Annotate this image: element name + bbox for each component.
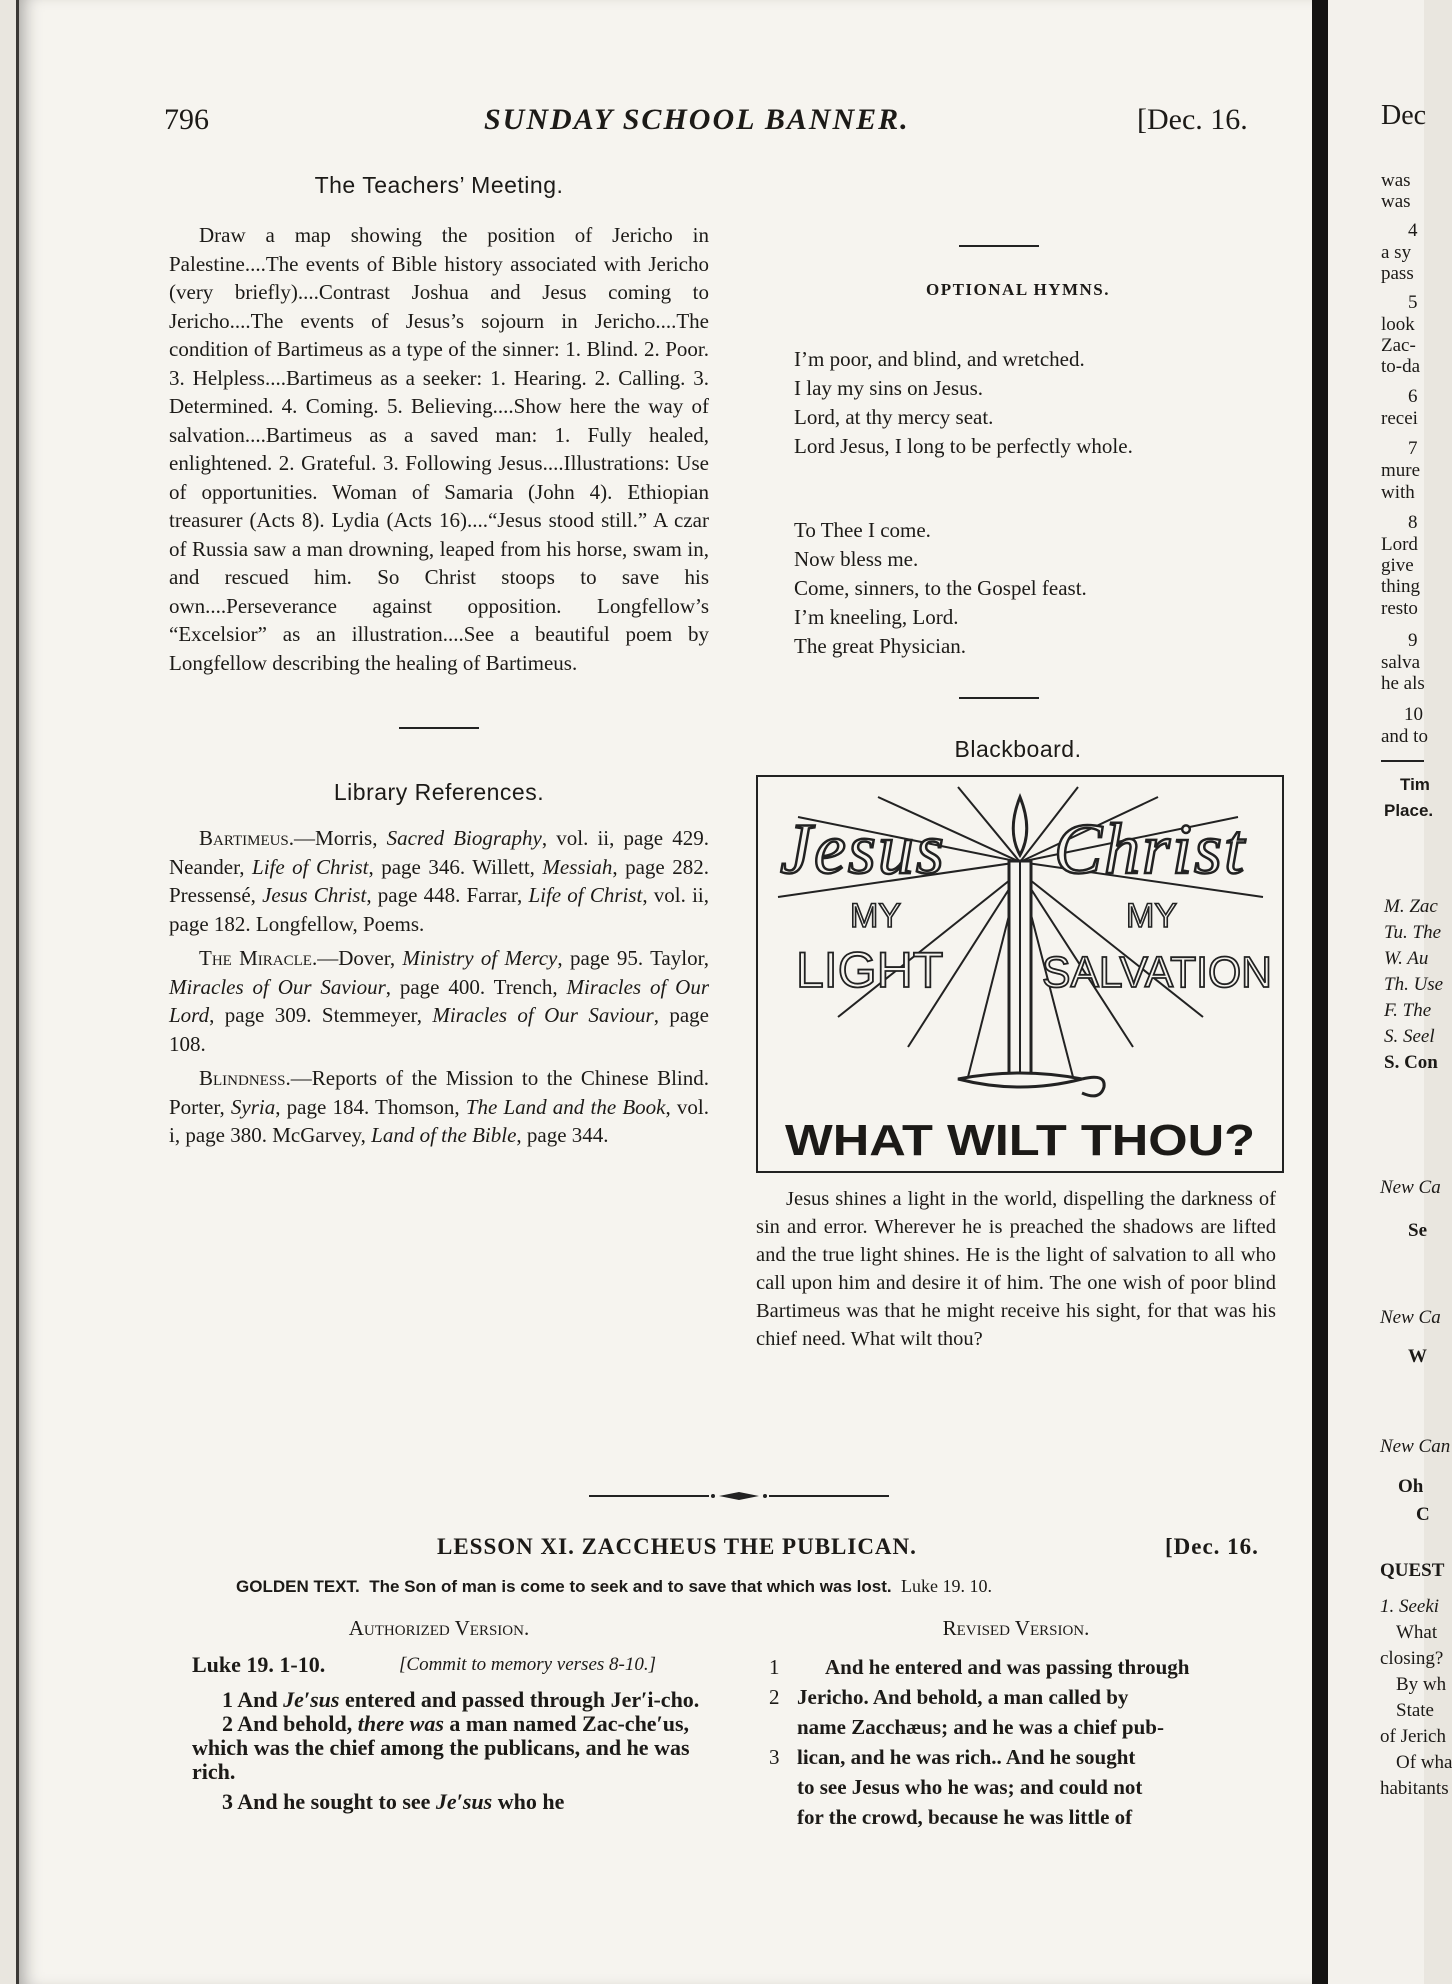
ref-blindness: Blindness.—Reports of the Mission to the Chinese Blind. Porter, Syria, page 184. Thomson, The Land and the Book, vol. i, page 380. McGarvey, Land of the Bible, page 344. — [169, 1066, 709, 1147]
np-line: mure — [1381, 460, 1421, 481]
drawing-my-right: MY — [1126, 897, 1177, 935]
hymn-item: The great Physician. — [794, 634, 967, 658]
teachers-meeting-text: Draw a map showing the position of Jericho in Palestine....The events of Bible history associated with Jericho (very briefly)....Contrast Joshua and Jesus coming to Jericho....The events of Jesus’s sojourn in Jericho....The condition of Bartimeus as a type of the sinner: 1. Blind. 2. Poor. 3. Helpless....Bartimeus as a seeker: 1. Hearing. 2. Calling. 3. Determined. 4. Coming. 5. Believing....Show here the way of salvation....Bartimeus as a saved man: 1. Fully healed, enlightened. 2. Grateful. 3. Following Jesus....Illustrations: Use of opportunities. Woman of Samaria (John 4). Ethiopian treasurer (Acts 8). Lydia (Acts 16)....“Jesus stood still.” A czar of Russia saw a man drowning, leaped from his horse, swam in, and rescued him. So Christ stoops to save his own....Perseverance against opposition. Longfellow’s “Excelsior” as an illustration....See a beautiful poem by Longfellow describing the healing of Bartimeus. — [169, 223, 709, 675]
np-line: he als — [1381, 673, 1425, 694]
rv-line: lican, and he was rich.. And he sought — [797, 1745, 1136, 1769]
ornament-divider — [589, 1488, 889, 1498]
av-verse-1: 1 And Je′sus entered and passed through Jer′i-cho. — [222, 1687, 700, 1712]
authorized-verses — [192, 1688, 716, 1814]
np-line: 5 — [1408, 292, 1418, 313]
drawing-light: LIGHT — [796, 942, 944, 998]
np-line: Tu. The — [1384, 922, 1442, 943]
np-line: Of wha — [1396, 1752, 1452, 1773]
av-verse-3: 3 And he sought to see Je′sus who he — [222, 1789, 565, 1814]
np-line: M. Zac — [1384, 896, 1438, 917]
np-line: a sy — [1381, 242, 1412, 263]
np-line: closing? — [1380, 1648, 1444, 1669]
np-line: was — [1381, 191, 1411, 212]
next-page-edge — [1328, 0, 1452, 1984]
np-line: 6 — [1408, 386, 1418, 407]
rv-line: And he entered and was passing through — [825, 1655, 1190, 1679]
memory-verses: [Commit to memory verses 8-10.] — [399, 1654, 657, 1675]
rv-number: 1 — [769, 1655, 780, 1679]
hymn-item: Lord, at thy mercy seat. — [794, 405, 994, 429]
golden-text: The Son of man is come to seek and to save that which was lost. — [369, 1577, 892, 1596]
np-line: Th. Use — [1384, 974, 1444, 995]
np-line: Tim — [1400, 775, 1430, 794]
drawing-word-left: Jesus — [780, 809, 946, 889]
np-line: Place. — [1384, 801, 1434, 820]
optional-hymns-heading: OPTIONAL HYMNS. — [925, 280, 1111, 299]
np-line: F. The — [1384, 1000, 1432, 1021]
np-line: Se — [1408, 1220, 1427, 1241]
np-line: 4 — [1408, 220, 1418, 241]
hymn-item: To Thee I come. — [794, 518, 931, 542]
book-spine — [1312, 0, 1328, 1984]
ref-miracle: The Miracle.—Dover, Ministry of Mercy, page 95. Taylor, Miracles of Our Saviour, page 400. Trench, Miracles of Our Lord, page 309. Stemmeyer, Miracles of Our Saviour, page 108. — [169, 946, 709, 1056]
np-line: By wh — [1396, 1674, 1447, 1695]
np-line: Oh — [1398, 1476, 1424, 1497]
np-line: to-da — [1381, 356, 1421, 377]
av-verse-2: 2 And behold, there was a man named Zac-che′us, which was the chief among the publicans, and he was rich. — [192, 1711, 690, 1784]
section-divider — [959, 245, 1039, 247]
hymn-item: Come, sinners, to the Gospel feast. — [794, 576, 1087, 600]
np-line: and to — [1381, 726, 1428, 747]
section-divider — [399, 727, 479, 729]
np-line: recei — [1381, 408, 1418, 429]
ref-bartimeus: Bartimeus.—Morris, Sacred Biography, vol. ii, page 429. Neander, Life of Christ, page 346. Willett, Messiah, page 282. Pressensé, Jesus Christ, page 448. Farrar, Life of Christ, vol. ii, page 182. Longfellow, Poems. — [169, 826, 709, 936]
passage-reference: Luke 19. 1-10. — [192, 1652, 326, 1677]
rv-number: 2 — [769, 1685, 780, 1709]
revised-heading: Revised Version. — [942, 1616, 1090, 1640]
np-line: New Ca — [1380, 1307, 1441, 1328]
hymn-item: I lay my sins on Jesus. — [794, 376, 983, 400]
teachers-meeting-heading: The Teachers’ Meeting. — [314, 172, 564, 198]
np-line: 9 — [1408, 630, 1418, 651]
rv-line: Jericho. And behold, a man called by — [797, 1685, 1129, 1709]
np-line: S. Seel — [1384, 1026, 1435, 1047]
hymn-item: I’m kneeling, Lord. — [794, 605, 959, 629]
np-line: New Can — [1380, 1436, 1451, 1457]
lesson-date: [Dec. 16. — [1165, 1534, 1259, 1559]
np-line: was — [1381, 170, 1411, 191]
left-column — [169, 172, 709, 1156]
np-line: look — [1381, 314, 1415, 335]
lesson-title: LESSON XI. ZACCHEUS THE PUBLICAN. — [437, 1534, 917, 1559]
np-line: W. Au — [1384, 948, 1429, 969]
np-line: 10 — [1404, 704, 1423, 725]
golden-text-line — [236, 1576, 992, 1597]
blackboard-heading: Blackboard. — [954, 736, 1082, 762]
drawing-my-left: MY — [850, 897, 901, 935]
hymn-list-1 — [794, 345, 1274, 461]
np-line: W — [1408, 1346, 1427, 1367]
np-rule — [1381, 760, 1424, 762]
golden-text-label: GOLDEN TEXT. — [236, 1577, 360, 1596]
hymn-item: I’m poor, and blind, and wretched. — [794, 347, 1085, 371]
hymn-item: Lord Jesus, I long to be perfectly whole. — [794, 434, 1133, 458]
authorized-heading: Authorized Version. — [348, 1616, 530, 1640]
np-line: 7 — [1408, 438, 1418, 459]
golden-text-ref: Luke 19. 10. — [901, 1576, 993, 1596]
blackboard-text-block — [756, 1185, 1276, 1359]
np-line: with — [1381, 482, 1415, 503]
revised-verses — [797, 1652, 1277, 1832]
np-line: Lord — [1381, 534, 1418, 555]
rv-verse-numbers — [769, 1652, 789, 1772]
np-line: New Ca — [1380, 1177, 1441, 1198]
np-line: of Jerich — [1380, 1726, 1446, 1747]
rv-line: for the crowd, because he was little of — [797, 1805, 1133, 1829]
np-line: give — [1381, 555, 1414, 576]
np-line: Dec — [1381, 100, 1427, 131]
np-line: 8 — [1408, 512, 1418, 533]
np-line: QUEST — [1380, 1560, 1445, 1581]
np-line: resto — [1381, 598, 1418, 619]
drawing-salvation: SALVATION — [1042, 948, 1272, 997]
drawing-word-right: Christ — [1054, 809, 1247, 889]
library-references-heading: Library References. — [333, 779, 545, 805]
rv-number: 3 — [769, 1745, 780, 1769]
np-line: What — [1396, 1622, 1438, 1643]
rv-line: name Zacchæus; and he was a chief pub- — [797, 1715, 1164, 1739]
np-line: salva — [1381, 652, 1421, 673]
np-line: Zac- — [1381, 335, 1416, 356]
drawing-question: WHAT WILT THOU? — [785, 1116, 1255, 1165]
rv-line: to see Jesus who he was; and could not — [797, 1775, 1143, 1799]
hymn-list-2 — [794, 516, 1274, 661]
section-divider — [959, 697, 1039, 699]
blackboard-text: Jesus shines a light in the world, dispelling the darkness of sin and error. Wherever he is preached the shadows are lifted and the true light shines. He is the light of salvation to all who call upon him and desire it of him. The one wish of poor blind Bartimeus was that he might receive his sight, for that was his chief need. What wilt thou? — [756, 1188, 1276, 1350]
np-line: State — [1396, 1700, 1434, 1721]
np-line: habitants — [1380, 1778, 1449, 1799]
header-date: [Dec. 16. — [1137, 103, 1248, 136]
page-number: 796 — [164, 103, 209, 136]
candle-illustration — [758, 777, 1282, 1171]
np-line: thing — [1381, 576, 1421, 597]
running-title: SUNDAY SCHOOL BANNER. — [484, 103, 910, 136]
book-page — [16, 0, 1315, 1984]
blackboard-drawing — [756, 775, 1284, 1173]
np-line: C — [1416, 1504, 1430, 1525]
hymn-item: Now bless me. — [794, 547, 919, 571]
np-line: 1. Seeki — [1380, 1596, 1440, 1617]
np-line: S. Con — [1384, 1052, 1438, 1073]
np-line: pass — [1381, 263, 1414, 284]
